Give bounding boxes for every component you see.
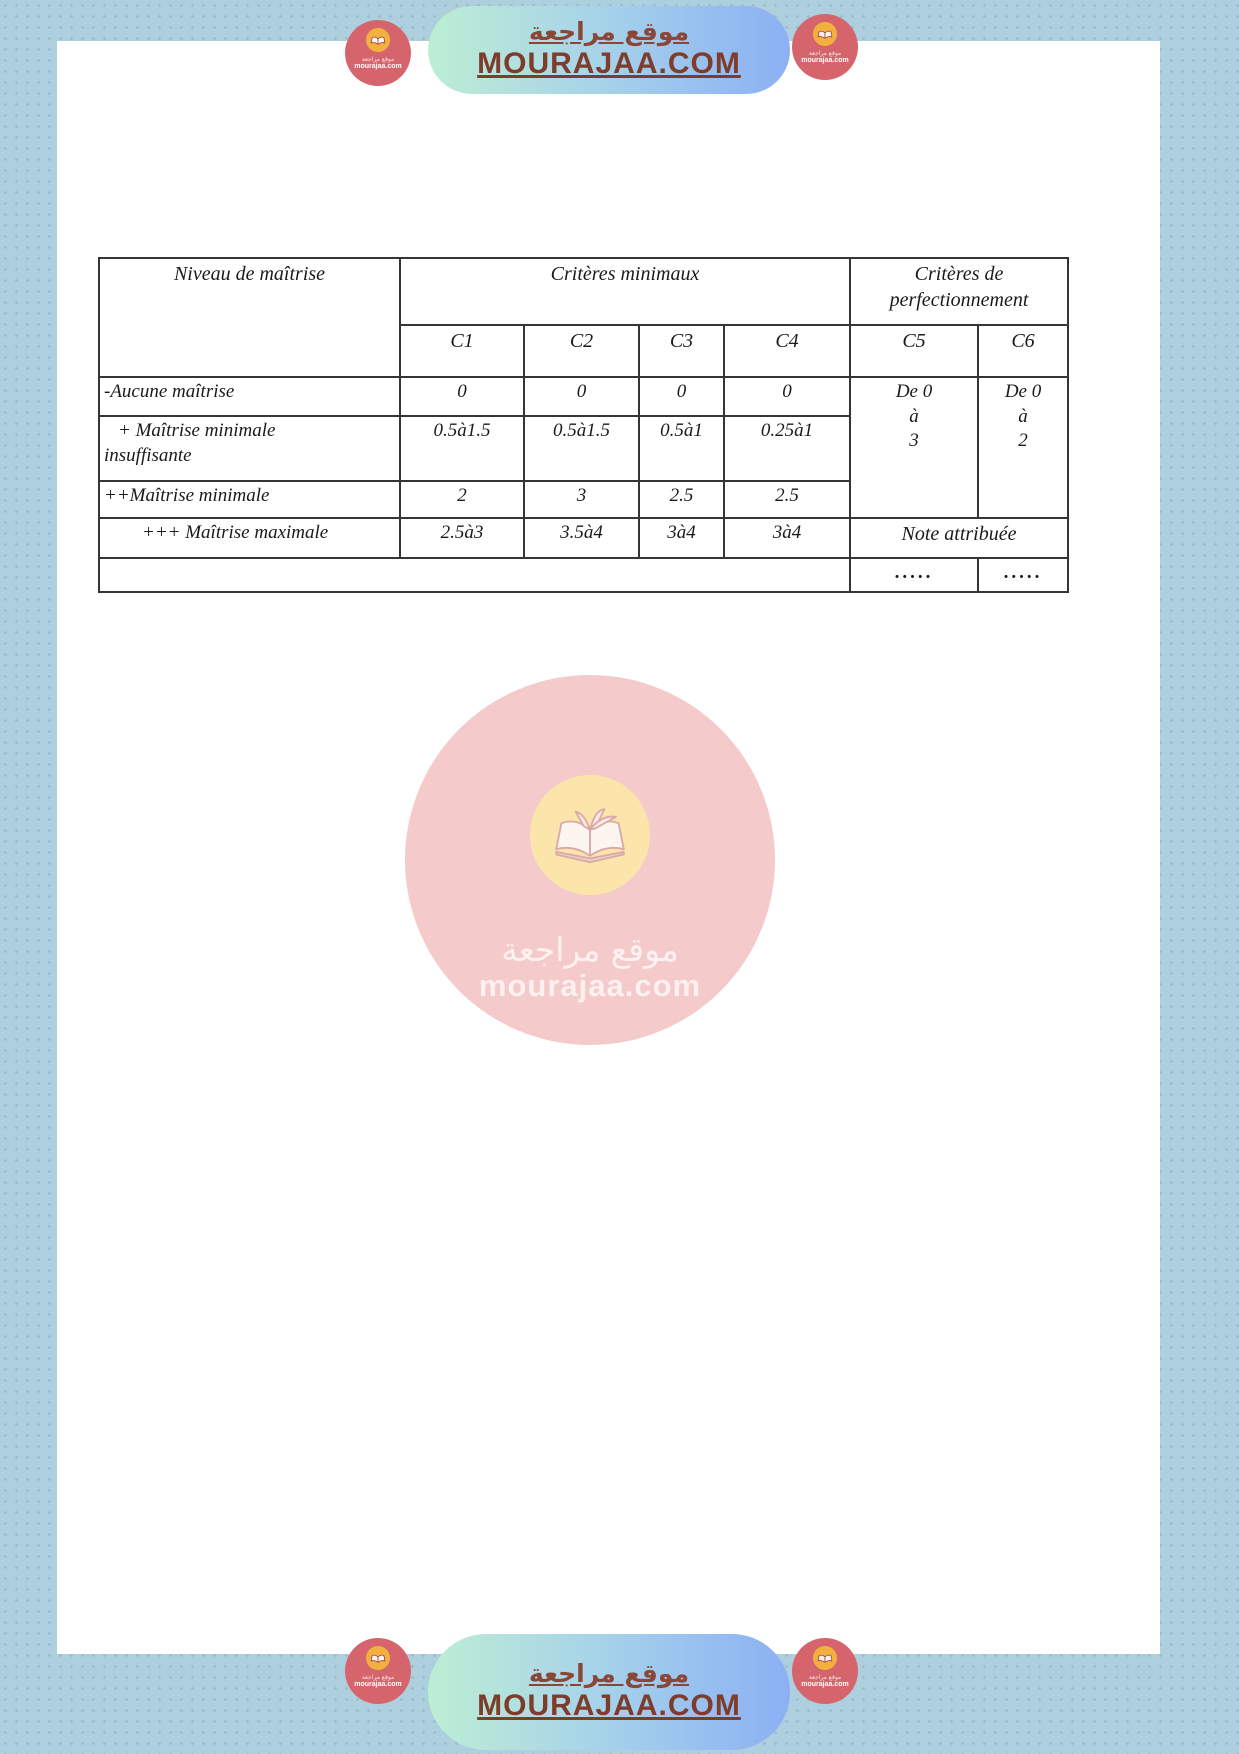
cell-value: 0 — [724, 377, 850, 416]
range-line: à — [1018, 405, 1028, 427]
table-row — [99, 377, 1068, 416]
header-minimal-criteria-cell: Critères minimaux — [400, 258, 850, 325]
badge-site-name-arabic: موقع مراجعة — [361, 1674, 395, 1681]
header-c2: C2 — [524, 325, 639, 377]
header-perfection-criteria-cell: Critères de perfectionnement — [850, 258, 1068, 325]
header-level-cell: Niveau de maîtrise — [99, 258, 400, 377]
badge-site-url: mourajaa.com — [354, 63, 402, 70]
footer-right-logo-badge — [792, 1638, 858, 1704]
note-dots-c6: ..... — [978, 558, 1068, 592]
cell-value: 2 — [400, 481, 524, 518]
logo-yellow-circle — [366, 1646, 390, 1670]
footer-left-logo-badge — [345, 1638, 411, 1704]
badge-site-url: mourajaa.com — [354, 1681, 402, 1688]
watermark-site-name-arabic: موقع مراجعة — [501, 930, 679, 969]
logo-yellow-circle — [813, 1646, 837, 1670]
table-header-row-groups — [99, 258, 1068, 325]
footer-site-url-link[interactable]: MOURAJAA.COM — [477, 1689, 741, 1723]
note-attribuee-cell: Note attribuée — [850, 518, 1068, 558]
cell-value: 2.5 — [639, 481, 724, 518]
logo-yellow-circle — [813, 22, 837, 46]
site-watermark — [405, 675, 775, 1045]
range-line: à — [909, 405, 919, 427]
row-label-line1: + Maîtrise minimale — [118, 420, 276, 441]
cell-value: 0.5à1.5 — [524, 416, 639, 481]
cell-value: 2.5à3 — [400, 518, 524, 558]
badge-site-name-arabic: موقع مراجعة — [361, 56, 395, 63]
table-row — [99, 518, 1068, 558]
empty-cell — [99, 558, 850, 592]
cell-value: 3à4 — [639, 518, 724, 558]
footer-banner — [428, 1634, 790, 1750]
cell-value: 3à4 — [724, 518, 850, 558]
cell-value: 0 — [639, 377, 724, 416]
c5-range-cell — [850, 377, 978, 518]
row-label: -Aucune maîtrise — [99, 377, 400, 416]
c6-range-cell — [978, 377, 1068, 518]
cell-value: 0 — [400, 377, 524, 416]
open-book-icon — [551, 806, 629, 864]
cell-value: 3 — [524, 481, 639, 518]
range-line: 3 — [909, 430, 919, 452]
cell-value: 0.5à1 — [639, 416, 724, 481]
row-label: +++ Maîtrise maximale — [99, 518, 400, 558]
open-book-icon — [370, 34, 386, 46]
open-book-icon — [370, 1652, 386, 1664]
header-c3: C3 — [639, 325, 724, 377]
mastery-criteria-table — [98, 257, 1069, 593]
watermark-yellow-circle — [530, 775, 650, 895]
logo-yellow-circle — [366, 28, 390, 52]
header-right-logo-badge — [792, 14, 858, 80]
open-book-icon — [817, 1652, 833, 1664]
range-line: 2 — [1018, 430, 1028, 452]
note-dots-c5: ..... — [850, 558, 978, 592]
range-line: De 0 — [1004, 381, 1042, 402]
header-c6: C6 — [978, 325, 1068, 377]
badge-site-name-arabic: موقع مراجعة — [808, 1674, 842, 1681]
header-site-url-link[interactable]: MOURAJAA.COM — [477, 47, 741, 81]
header-left-logo-badge — [345, 20, 411, 86]
header-c4: C4 — [724, 325, 850, 377]
badge-site-name-arabic: موقع مراجعة — [808, 50, 842, 57]
cell-value: 0.5à1.5 — [400, 416, 524, 481]
row-label-line2: insuffisante — [104, 444, 192, 466]
header-banner — [428, 6, 790, 94]
watermark-site-url: mourajaa.com — [478, 968, 702, 1003]
open-book-icon — [817, 28, 833, 40]
cell-value: 2.5 — [724, 481, 850, 518]
badge-site-url: mourajaa.com — [801, 57, 849, 64]
header-site-name-arabic[interactable]: موقع مراجعة — [528, 16, 690, 46]
footer-site-name-arabic[interactable]: موقع مراجعة — [528, 1658, 690, 1688]
row-label — [99, 416, 400, 481]
badge-site-url: mourajaa.com — [801, 1681, 849, 1688]
table-row-note — [99, 558, 1068, 592]
header-c1: C1 — [400, 325, 524, 377]
cell-value: 3.5à4 — [524, 518, 639, 558]
cell-value: 0.25à1 — [724, 416, 850, 481]
cell-value: 0 — [524, 377, 639, 416]
range-line: De 0 — [895, 381, 933, 402]
row-label: ++Maîtrise minimale — [99, 481, 400, 518]
header-c5: C5 — [850, 325, 978, 377]
